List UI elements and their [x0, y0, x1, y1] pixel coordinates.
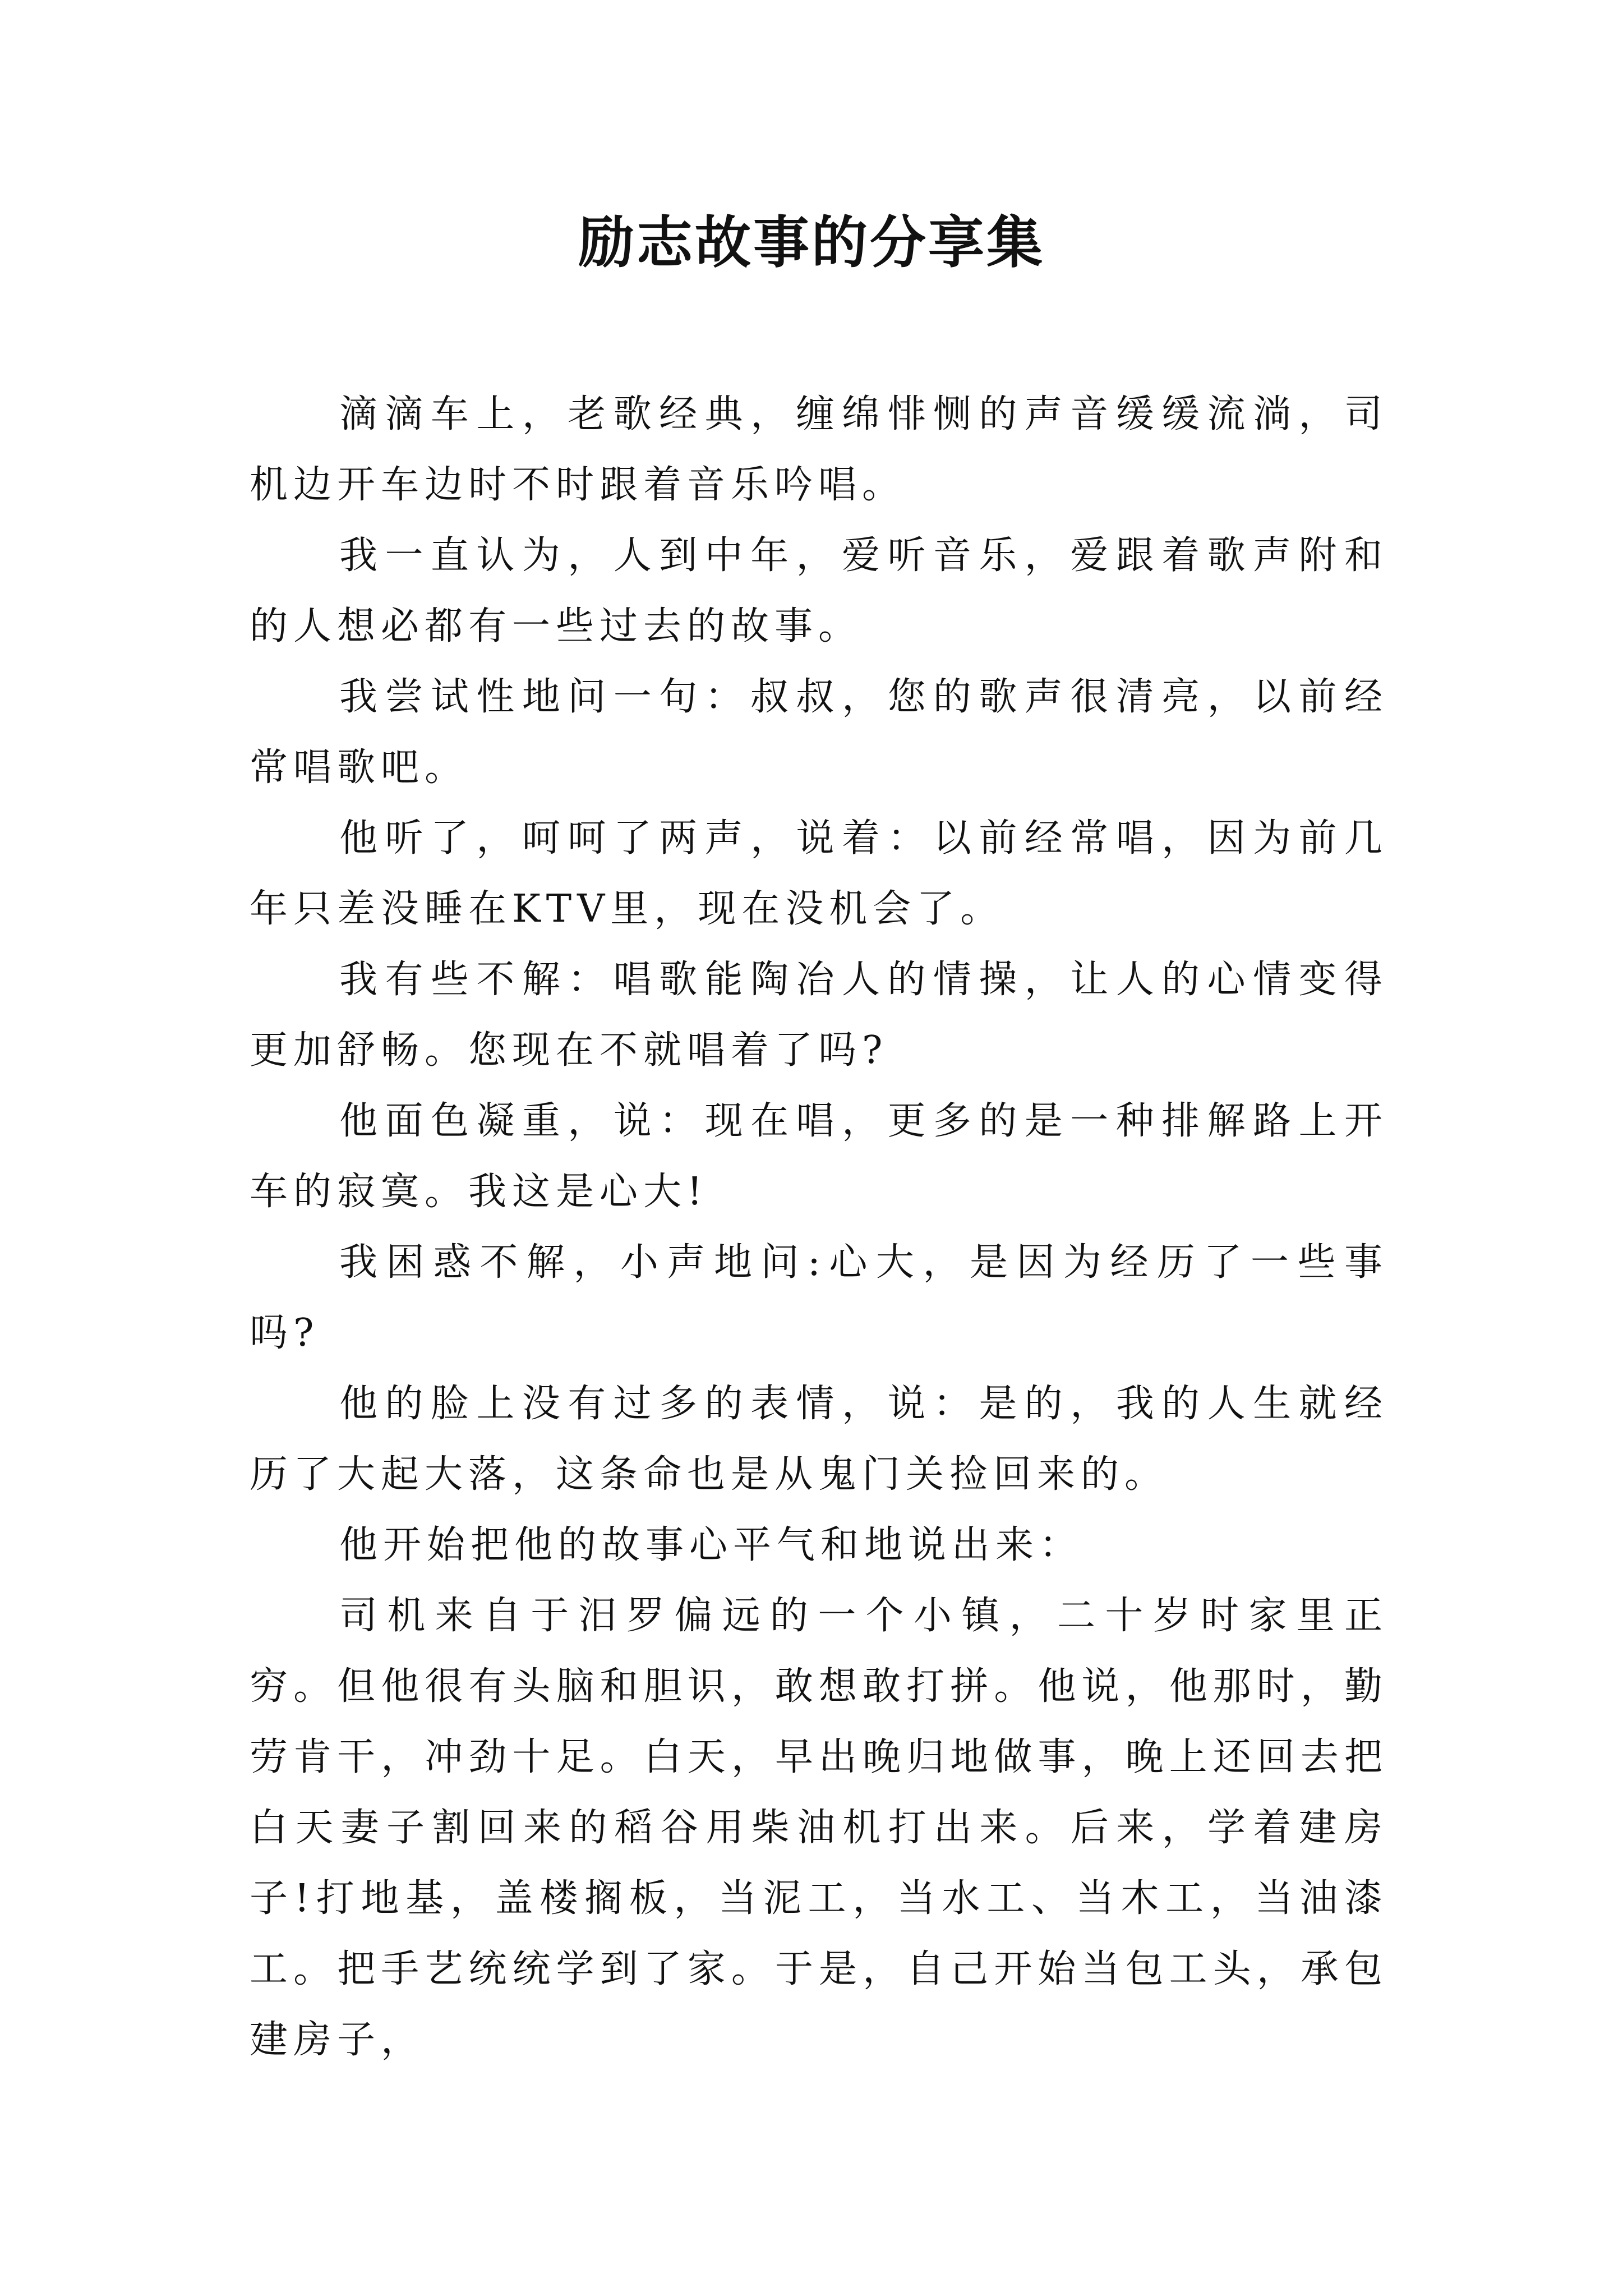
paragraph: 他的脸上没有过多的表情，说：是的，我的人生就经历了大起大落，这条命也是从鬼门关捡回来的。: [250, 1382, 1388, 1497]
paragraph: 我困惑不解，小声地问:心大，是因为经历了一些事吗?: [250, 1240, 1388, 1355]
paragraph: 他面色凝重，说：现在唱，更多的是一种排解路上开车的寂寞。我这是心大!: [250, 1099, 1388, 1214]
document-body: [250, 379, 1388, 2076]
paragraph: 他开始把他的故事心平气和地说出来：: [339, 1523, 1083, 1567]
paragraph: 我一直认为，人到中年，爱听音乐，爱跟着歌声附和的人想必都有一些过去的故事。: [250, 533, 1388, 648]
paragraph: 我有些不解：唱歌能陶冶人的情操，让人的心情变得更加舒畅。您现在不就唱着了吗?: [250, 958, 1388, 1073]
paragraph: 滴滴车上，老歌经典，缠绵悱恻的声音缓缓流淌，司机边开车边时不时跟着音乐吟唱。: [250, 392, 1388, 507]
paragraph: 司机来自于汨罗偏远的一个小镇，二十岁时家里正穷。但他很有头脑和胆识，敢想敢打拼。他说，他那时，勤劳肯干，冲劲十足。白天，早出晚归地做事，晚上还回去把白天妻子割回来的稻谷用柴油机打出来。后来，学着建房子!打地基，盖楼搁板，当泥工，当水工、当木工，当油漆工。把手艺统统学到了家。于是，自己开始当包工头，承包建房子，: [250, 1594, 1388, 2062]
paragraph: 我尝试性地问一句：叔叔，您的歌声很清亮，以前经常唱歌吧。: [250, 675, 1388, 790]
paragraph: 他听了，呵呵了两声，说着：以前经常唱，因为前几年只差没睡在KTV里，现在没机会了。: [250, 816, 1388, 931]
document-title: 励志故事的分享集: [578, 209, 1045, 275]
